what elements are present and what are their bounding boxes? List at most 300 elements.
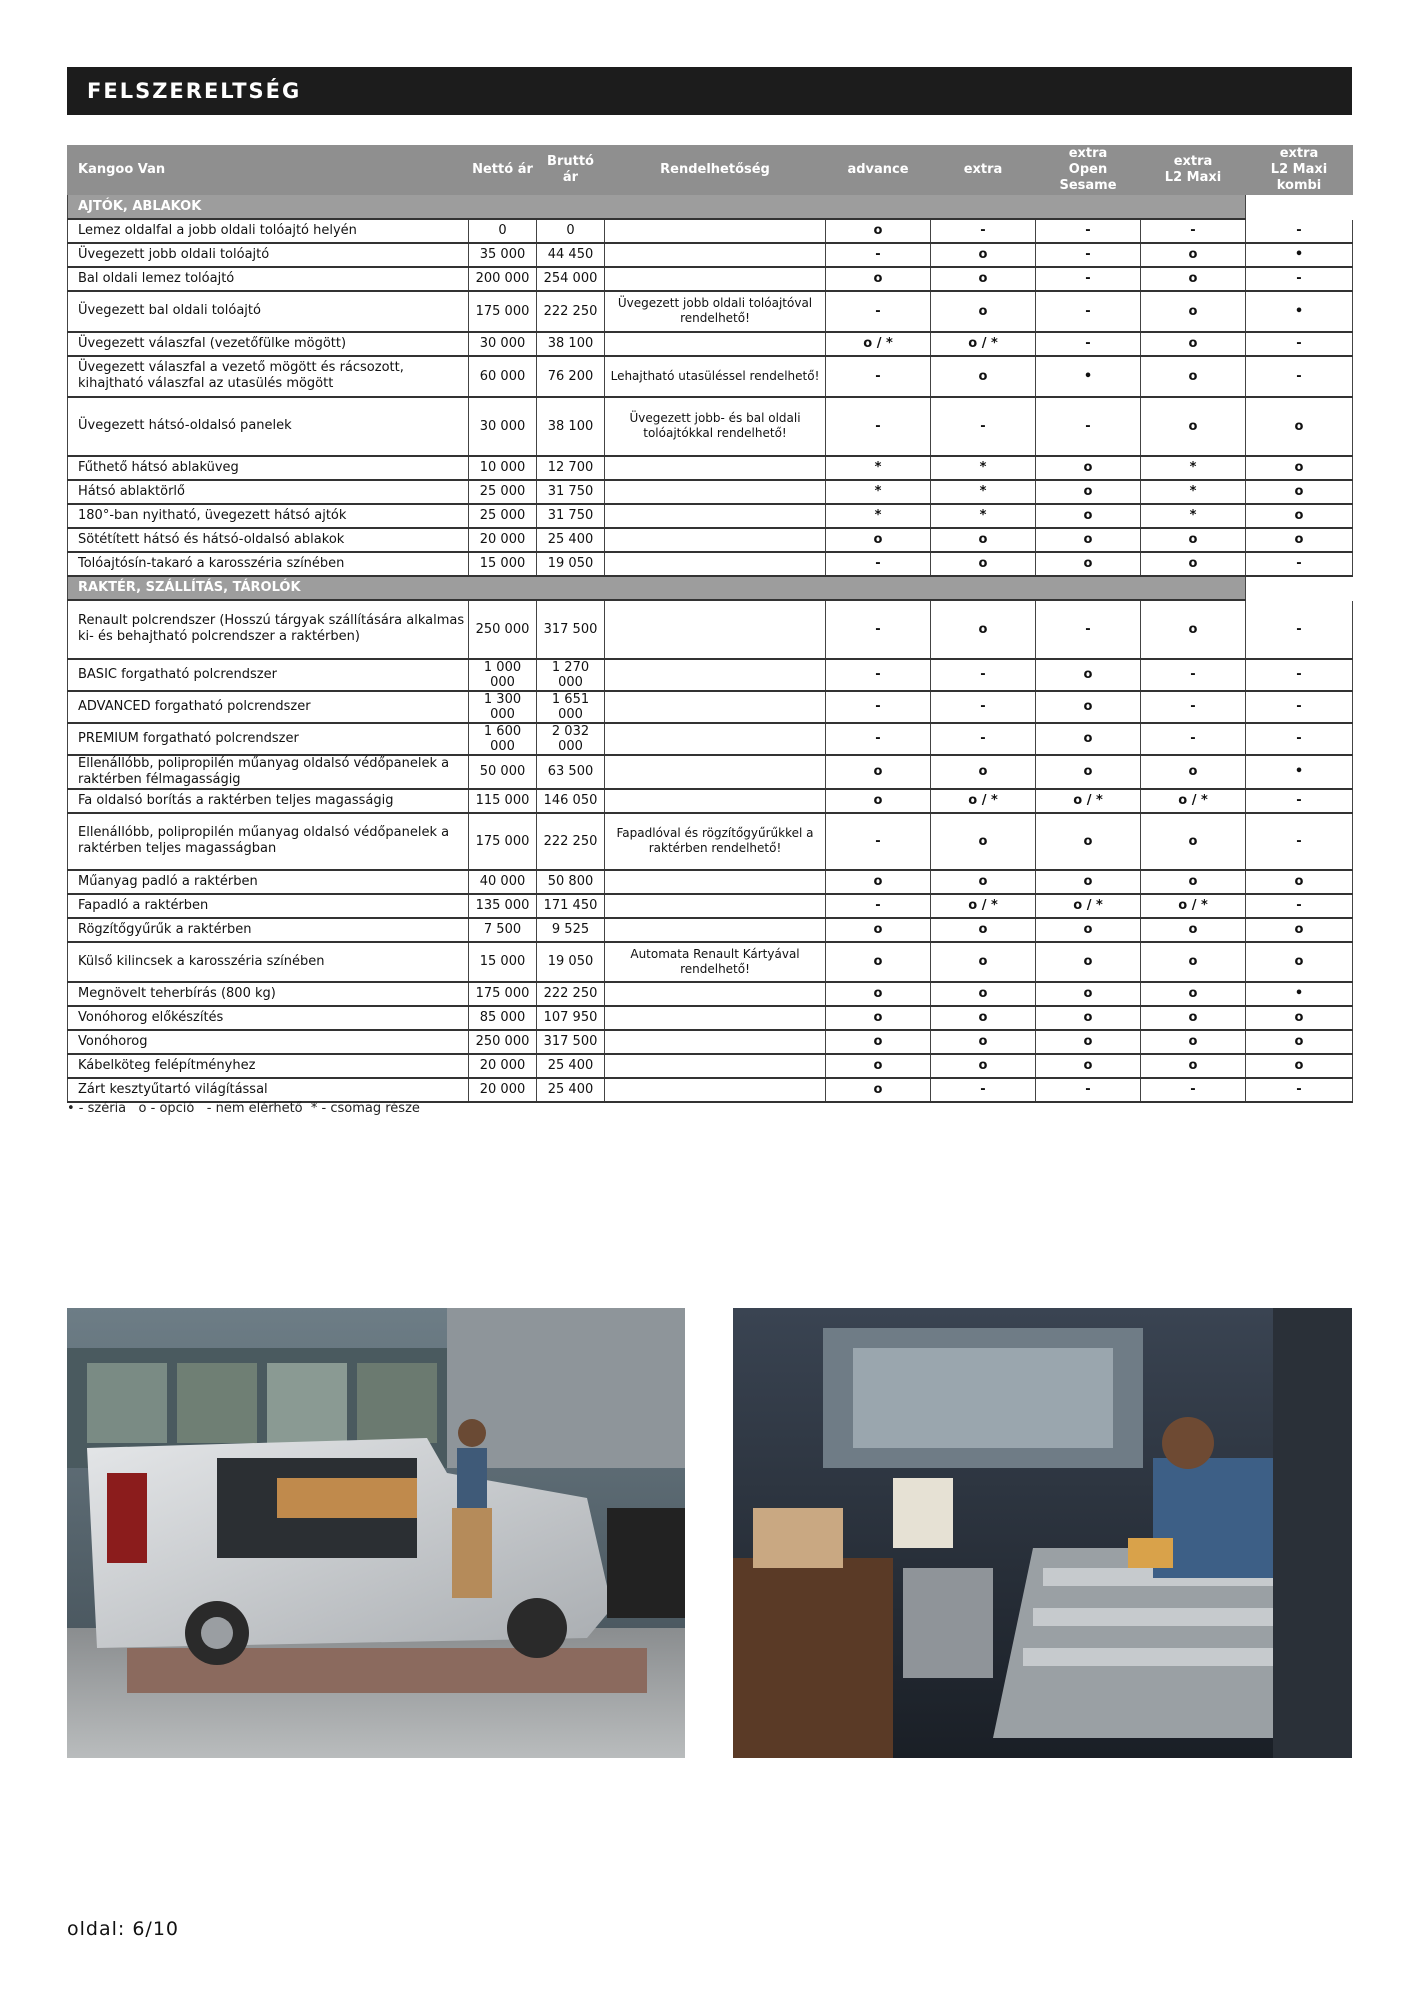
trim-mark-4: -: [1141, 723, 1246, 755]
netto-price: 200 000: [469, 267, 537, 291]
table-row: [68, 332, 1353, 356]
trim-mark-1: -: [826, 659, 931, 691]
availability-note: [605, 1078, 826, 1102]
trim-mark-5: -: [1246, 1078, 1353, 1102]
netto-price: 60 000: [469, 356, 537, 397]
feature-name: 180°-ban nyitható, üvegezett hátsó ajtók: [68, 504, 469, 528]
brutto-price: 25 400: [537, 1078, 605, 1102]
netto-price: 20 000: [469, 1054, 537, 1078]
trim-mark-1: o: [826, 528, 931, 552]
trim-mark-3: o: [1036, 691, 1141, 723]
trim-mark-5: o: [1246, 870, 1353, 894]
table-row: [68, 552, 1353, 576]
header-l2maxi-line2: L2 Maxi: [1164, 170, 1222, 185]
trim-mark-3: -: [1036, 397, 1141, 456]
brutto-price: 50 800: [537, 870, 605, 894]
table-row: [68, 600, 1353, 659]
availability-note: Üvegezett jobb oldali tolóajtóval rendelhető!: [605, 291, 826, 332]
section-cargo: [68, 576, 1353, 600]
availability-note: Üvegezett jobb- és bal oldali tolóajtókkal rendelhető!: [605, 397, 826, 456]
netto-price: 40 000: [469, 870, 537, 894]
brutto-price: 31 750: [537, 504, 605, 528]
table-row: [68, 1030, 1353, 1054]
header-extra-os-line1: extra: [1068, 146, 1108, 161]
trim-mark-4: o: [1141, 1054, 1246, 1078]
feature-name: Hátsó ablaktörlő: [68, 480, 469, 504]
table-row: [68, 1054, 1353, 1078]
trim-mark-1: -: [826, 600, 931, 659]
trim-mark-5: o: [1246, 1030, 1353, 1054]
trim-mark-4: o: [1141, 1006, 1246, 1030]
trim-mark-3: o: [1036, 723, 1141, 755]
photo-man-in-cargo-area: [733, 1308, 1352, 1758]
brutto-price: 76 200: [537, 356, 605, 397]
trim-mark-3: o: [1036, 918, 1141, 942]
trim-mark-5: o: [1246, 528, 1353, 552]
feature-name: Műanyag padló a raktérben: [68, 870, 469, 894]
trim-mark-5: -: [1246, 600, 1353, 659]
availability-note: [605, 982, 826, 1006]
netto-price: 175 000: [469, 291, 537, 332]
trim-mark-4: o: [1141, 291, 1246, 332]
trim-mark-5: o: [1246, 918, 1353, 942]
trim-mark-2: -: [931, 397, 1036, 456]
trim-mark-5: •: [1246, 982, 1353, 1006]
photo-man-loading-van: [67, 1308, 685, 1758]
feature-name: Üvegezett bal oldali tolóajtó: [68, 291, 469, 332]
trim-mark-4: o: [1141, 600, 1246, 659]
brutto-price: 107 950: [537, 1006, 605, 1030]
trim-mark-2: o: [931, 918, 1036, 942]
trim-mark-2: *: [931, 480, 1036, 504]
trim-mark-3: o: [1036, 659, 1141, 691]
brutto-price: 25 400: [537, 1054, 605, 1078]
trim-mark-3: o: [1036, 552, 1141, 576]
feature-name: Üvegezett válaszfal a vezető mögött és rácsozott, kihajtható válaszfal az utasülés mögött: [68, 356, 469, 397]
brutto-price: 317 500: [537, 600, 605, 659]
trim-mark-2: o: [931, 600, 1036, 659]
brutto-price: 2 032 000: [537, 723, 605, 755]
availability-note: [605, 243, 826, 267]
trim-mark-3: o / *: [1036, 789, 1141, 813]
trim-mark-3: -: [1036, 600, 1141, 659]
header-extra-open-sesame: [1036, 146, 1141, 195]
trim-mark-4: -: [1141, 659, 1246, 691]
trim-mark-2: o: [931, 982, 1036, 1006]
availability-note: [605, 870, 826, 894]
trim-mark-1: o / *: [826, 332, 931, 356]
trim-mark-5: •: [1246, 243, 1353, 267]
table-row: [68, 1006, 1353, 1030]
netto-price: 115 000: [469, 789, 537, 813]
trim-mark-1: *: [826, 504, 931, 528]
trim-mark-5: o: [1246, 480, 1353, 504]
brutto-price: 12 700: [537, 456, 605, 480]
header-extra: extra: [931, 146, 1036, 195]
trim-mark-1: -: [826, 691, 931, 723]
trim-mark-4: *: [1141, 504, 1246, 528]
trim-mark-1: o: [826, 1054, 931, 1078]
feature-name: Bal oldali lemez tolóajtó: [68, 267, 469, 291]
trim-mark-4: o: [1141, 528, 1246, 552]
netto-price: 1 600 000: [469, 723, 537, 755]
trim-mark-1: -: [826, 813, 931, 870]
table-row: [68, 504, 1353, 528]
feature-name: Kábelköteg felépítményhez: [68, 1054, 469, 1078]
trim-mark-2: *: [931, 456, 1036, 480]
feature-name: Üvegezett hátsó-oldalsó panelek: [68, 397, 469, 456]
trim-mark-5: -: [1246, 894, 1353, 918]
availability-note: [605, 504, 826, 528]
netto-price: 1 300 000: [469, 691, 537, 723]
trim-mark-2: o: [931, 552, 1036, 576]
trim-mark-3: o: [1036, 456, 1141, 480]
availability-note: [605, 600, 826, 659]
table-row: [68, 813, 1353, 870]
trim-mark-1: o: [826, 267, 931, 291]
table-row: [68, 528, 1353, 552]
availability-note: [605, 723, 826, 755]
trim-mark-5: -: [1246, 267, 1353, 291]
availability-note: [605, 659, 826, 691]
availability-note: [605, 918, 826, 942]
trim-mark-4: -: [1141, 691, 1246, 723]
table-row: [68, 870, 1353, 894]
header-l2kombi-line1: extra: [1279, 146, 1319, 161]
trim-mark-3: -: [1036, 332, 1141, 356]
trim-mark-3: o: [1036, 942, 1141, 982]
trim-mark-3: o: [1036, 480, 1141, 504]
trim-mark-4: o: [1141, 552, 1246, 576]
trim-mark-2: o / *: [931, 789, 1036, 813]
brutto-price: 171 450: [537, 894, 605, 918]
header-model: Kangoo Van: [68, 146, 469, 195]
trim-mark-2: -: [931, 219, 1036, 243]
trim-mark-1: o: [826, 1078, 931, 1102]
trim-mark-1: o: [826, 918, 931, 942]
netto-price: 30 000: [469, 397, 537, 456]
table-row: [68, 243, 1353, 267]
feature-name: Üvegezett válaszfal (vezetőfülke mögött): [68, 332, 469, 356]
trim-mark-2: o: [931, 528, 1036, 552]
table-row: [68, 789, 1353, 813]
trim-mark-3: o: [1036, 1030, 1141, 1054]
brutto-price: 1 270 000: [537, 659, 605, 691]
feature-name: BASIC forgatható polcrendszer: [68, 659, 469, 691]
trim-mark-2: o: [931, 356, 1036, 397]
availability-note: [605, 691, 826, 723]
trim-mark-4: o: [1141, 918, 1246, 942]
trim-mark-3: o: [1036, 755, 1141, 789]
header-l2kombi-line2: L2 Maxi kombi: [1270, 162, 1328, 193]
brutto-price: 222 250: [537, 291, 605, 332]
netto-price: 10 000: [469, 456, 537, 480]
trim-mark-2: o / *: [931, 332, 1036, 356]
trim-mark-4: -: [1141, 1078, 1246, 1102]
trim-mark-2: o / *: [931, 894, 1036, 918]
table-row: [68, 755, 1353, 789]
trim-mark-2: *: [931, 504, 1036, 528]
table-header-row: [68, 146, 1353, 195]
trim-mark-5: o: [1246, 504, 1353, 528]
trim-mark-1: *: [826, 456, 931, 480]
feature-name: Ellenállóbb, polipropilén műanyag oldalsó védőpanelek a raktérben félmagasságig: [68, 755, 469, 789]
trim-mark-1: o: [826, 755, 931, 789]
availability-note: [605, 480, 826, 504]
trim-mark-4: o: [1141, 267, 1246, 291]
trim-mark-3: o: [1036, 1054, 1141, 1078]
table-row: [68, 894, 1353, 918]
trim-mark-5: -: [1246, 332, 1353, 356]
feature-name: Fűthető hátsó ablaküveg: [68, 456, 469, 480]
availability-note: [605, 552, 826, 576]
trim-mark-4: o: [1141, 243, 1246, 267]
header-availability: Rendelhetőség: [605, 146, 826, 195]
table-row: [68, 691, 1353, 723]
header-netto: Nettó ár: [469, 146, 537, 195]
trim-mark-1: o: [826, 219, 931, 243]
feature-name: Fa oldalsó borítás a raktérben teljes magasságig: [68, 789, 469, 813]
trim-mark-2: -: [931, 691, 1036, 723]
trim-mark-4: o: [1141, 982, 1246, 1006]
table-row: [68, 982, 1353, 1006]
trim-mark-3: -: [1036, 243, 1141, 267]
trim-mark-2: o: [931, 1054, 1036, 1078]
trim-mark-5: -: [1246, 356, 1353, 397]
trim-mark-4: o: [1141, 397, 1246, 456]
table-row: [68, 918, 1353, 942]
feature-name: Zárt kesztyűtartó világítással: [68, 1078, 469, 1102]
availability-note: [605, 1030, 826, 1054]
table-row: [68, 291, 1353, 332]
feature-name: Külső kilincsek a karosszéria színében: [68, 942, 469, 982]
netto-price: 50 000: [469, 755, 537, 789]
netto-price: 0: [469, 219, 537, 243]
trim-mark-5: o: [1246, 1054, 1353, 1078]
legend: • - széria o - opció - nem elérhető * - csomag része: [67, 1101, 420, 1116]
trim-mark-3: o: [1036, 813, 1141, 870]
trim-mark-1: o: [826, 1006, 931, 1030]
trim-mark-5: -: [1246, 813, 1353, 870]
brutto-price: 63 500: [537, 755, 605, 789]
trim-mark-3: o / *: [1036, 894, 1141, 918]
trim-mark-2: o: [931, 1006, 1036, 1030]
netto-price: 15 000: [469, 552, 537, 576]
trim-mark-2: o: [931, 870, 1036, 894]
netto-price: 250 000: [469, 1030, 537, 1054]
header-advance: advance: [826, 146, 931, 195]
table-row: [68, 480, 1353, 504]
trim-mark-4: o: [1141, 1030, 1246, 1054]
trim-mark-2: o: [931, 755, 1036, 789]
availability-note: [605, 894, 826, 918]
section-title-spacer: [1246, 195, 1353, 219]
availability-note: Automata Renault Kártyával rendelhető!: [605, 942, 826, 982]
trim-mark-3: -: [1036, 267, 1141, 291]
trim-mark-1: -: [826, 723, 931, 755]
trim-mark-5: •: [1246, 755, 1353, 789]
trim-mark-2: o: [931, 267, 1036, 291]
table-row: [68, 723, 1353, 755]
feature-name: Megnövelt teherbírás (800 kg): [68, 982, 469, 1006]
brutto-price: 1 651 000: [537, 691, 605, 723]
brutto-price: 222 250: [537, 813, 605, 870]
netto-price: 15 000: [469, 942, 537, 982]
trim-mark-2: o: [931, 813, 1036, 870]
feature-name: Tolóajtósín-takaró a karosszéria színében: [68, 552, 469, 576]
section-title-spacer: [1246, 576, 1353, 600]
trim-mark-3: o: [1036, 528, 1141, 552]
trim-mark-5: -: [1246, 723, 1353, 755]
header-extra-os-line2: Open Sesame: [1059, 162, 1117, 193]
trim-mark-1: -: [826, 356, 931, 397]
brutto-price: 317 500: [537, 1030, 605, 1054]
header-brutto: Bruttó ár: [537, 146, 605, 195]
feature-name: Lemez oldalfal a jobb oldali tolóajtó helyén: [68, 219, 469, 243]
availability-note: [605, 456, 826, 480]
brutto-price: 31 750: [537, 480, 605, 504]
netto-price: 175 000: [469, 813, 537, 870]
netto-price: 7 500: [469, 918, 537, 942]
trim-mark-3: o: [1036, 870, 1141, 894]
trim-mark-5: o: [1246, 397, 1353, 456]
netto-price: 20 000: [469, 1078, 537, 1102]
brutto-price: 146 050: [537, 789, 605, 813]
availability-note: [605, 755, 826, 789]
table-row: [68, 1078, 1353, 1102]
feature-name: Rögzítőgyűrűk a raktérben: [68, 918, 469, 942]
trim-mark-1: -: [826, 291, 931, 332]
trim-mark-1: *: [826, 480, 931, 504]
trim-mark-2: o: [931, 291, 1036, 332]
trim-mark-2: -: [931, 1078, 1036, 1102]
equipment-table: [67, 145, 1353, 1103]
netto-price: 135 000: [469, 894, 537, 918]
trim-mark-4: o: [1141, 755, 1246, 789]
availability-note: [605, 267, 826, 291]
trim-mark-3: -: [1036, 1078, 1141, 1102]
availability-note: [605, 219, 826, 243]
trim-mark-3: o: [1036, 504, 1141, 528]
section-title: AJTÓK, ABLAKOK: [68, 195, 1246, 219]
netto-price: 250 000: [469, 600, 537, 659]
feature-name: Fapadló a raktérben: [68, 894, 469, 918]
availability-note: Fapadlóval és rögzítőgyűrűkkel a raktérben rendelhető!: [605, 813, 826, 870]
trim-mark-2: o: [931, 243, 1036, 267]
brutto-price: 44 450: [537, 243, 605, 267]
netto-price: 30 000: [469, 332, 537, 356]
trim-mark-5: o: [1246, 1006, 1353, 1030]
trim-mark-5: o: [1246, 456, 1353, 480]
netto-price: 25 000: [469, 504, 537, 528]
table-row: [68, 456, 1353, 480]
table-row: [68, 356, 1353, 397]
netto-price: 25 000: [469, 480, 537, 504]
brutto-price: 38 100: [537, 397, 605, 456]
trim-mark-5: -: [1246, 789, 1353, 813]
netto-price: 175 000: [469, 982, 537, 1006]
brutto-price: 19 050: [537, 942, 605, 982]
section-title: RAKTÉR, SZÁLLÍTÁS, TÁROLÓK: [68, 576, 1246, 600]
trim-mark-2: o: [931, 1030, 1036, 1054]
section-doors-windows: [68, 195, 1353, 219]
trim-mark-4: o / *: [1141, 894, 1246, 918]
availability-note: [605, 1006, 826, 1030]
brutto-price: 222 250: [537, 982, 605, 1006]
trim-mark-1: -: [826, 894, 931, 918]
page-number: oldal: 6/10: [67, 1918, 179, 1940]
availability-note: Lehajtható utasüléssel rendelhető!: [605, 356, 826, 397]
brutto-price: 9 525: [537, 918, 605, 942]
trim-mark-4: o: [1141, 356, 1246, 397]
brutto-price: 0: [537, 219, 605, 243]
availability-note: [605, 789, 826, 813]
feature-name: Sötétített hátsó és hátsó-oldalsó ablakok: [68, 528, 469, 552]
trim-mark-1: o: [826, 870, 931, 894]
trim-mark-1: o: [826, 982, 931, 1006]
netto-price: 1 000 000: [469, 659, 537, 691]
trim-mark-3: -: [1036, 219, 1141, 243]
feature-name: PREMIUM forgatható polcrendszer: [68, 723, 469, 755]
table-row: [68, 942, 1353, 982]
header-l2maxi-line1: extra: [1173, 154, 1213, 169]
table-row: [68, 397, 1353, 456]
trim-mark-4: *: [1141, 456, 1246, 480]
availability-note: [605, 1054, 826, 1078]
trim-mark-3: o: [1036, 1006, 1141, 1030]
trim-mark-4: o: [1141, 332, 1246, 356]
trim-mark-1: -: [826, 552, 931, 576]
availability-note: [605, 332, 826, 356]
table-row: [68, 659, 1353, 691]
trim-mark-4: o / *: [1141, 789, 1246, 813]
feature-name: Vonóhorog: [68, 1030, 469, 1054]
trim-mark-5: -: [1246, 219, 1353, 243]
trim-mark-2: o: [931, 942, 1036, 982]
trim-mark-4: o: [1141, 870, 1246, 894]
page-title: FELSZERELTSÉG: [67, 67, 1352, 115]
trim-mark-1: -: [826, 397, 931, 456]
feature-name: Vonóhorog előkészítés: [68, 1006, 469, 1030]
table-row: [68, 267, 1353, 291]
trim-mark-3: o: [1036, 982, 1141, 1006]
feature-name: ADVANCED forgatható polcrendszer: [68, 691, 469, 723]
feature-name: Ellenállóbb, polipropilén műanyag oldalsó védőpanelek a raktérben teljes magasságban: [68, 813, 469, 870]
netto-price: 20 000: [469, 528, 537, 552]
trim-mark-5: •: [1246, 291, 1353, 332]
trim-mark-4: o: [1141, 942, 1246, 982]
table-row: [68, 219, 1353, 243]
brutto-price: 254 000: [537, 267, 605, 291]
header-extra-l2-maxi-kombi: [1246, 146, 1353, 195]
netto-price: 85 000: [469, 1006, 537, 1030]
trim-mark-2: -: [931, 659, 1036, 691]
trim-mark-1: o: [826, 942, 931, 982]
trim-mark-5: -: [1246, 552, 1353, 576]
trim-mark-5: o: [1246, 942, 1353, 982]
trim-mark-3: -: [1036, 291, 1141, 332]
trim-mark-1: -: [826, 243, 931, 267]
brutto-price: 19 050: [537, 552, 605, 576]
trim-mark-5: -: [1246, 659, 1353, 691]
feature-name: Renault polcrendszer (Hosszú tárgyak szállítására alkalmas ki- és behajtható polcrendszer a raktérben): [68, 600, 469, 659]
trim-mark-2: -: [931, 723, 1036, 755]
trim-mark-1: o: [826, 1030, 931, 1054]
header-extra-l2-maxi: [1141, 146, 1246, 195]
netto-price: 35 000: [469, 243, 537, 267]
trim-mark-4: -: [1141, 219, 1246, 243]
trim-mark-5: -: [1246, 691, 1353, 723]
